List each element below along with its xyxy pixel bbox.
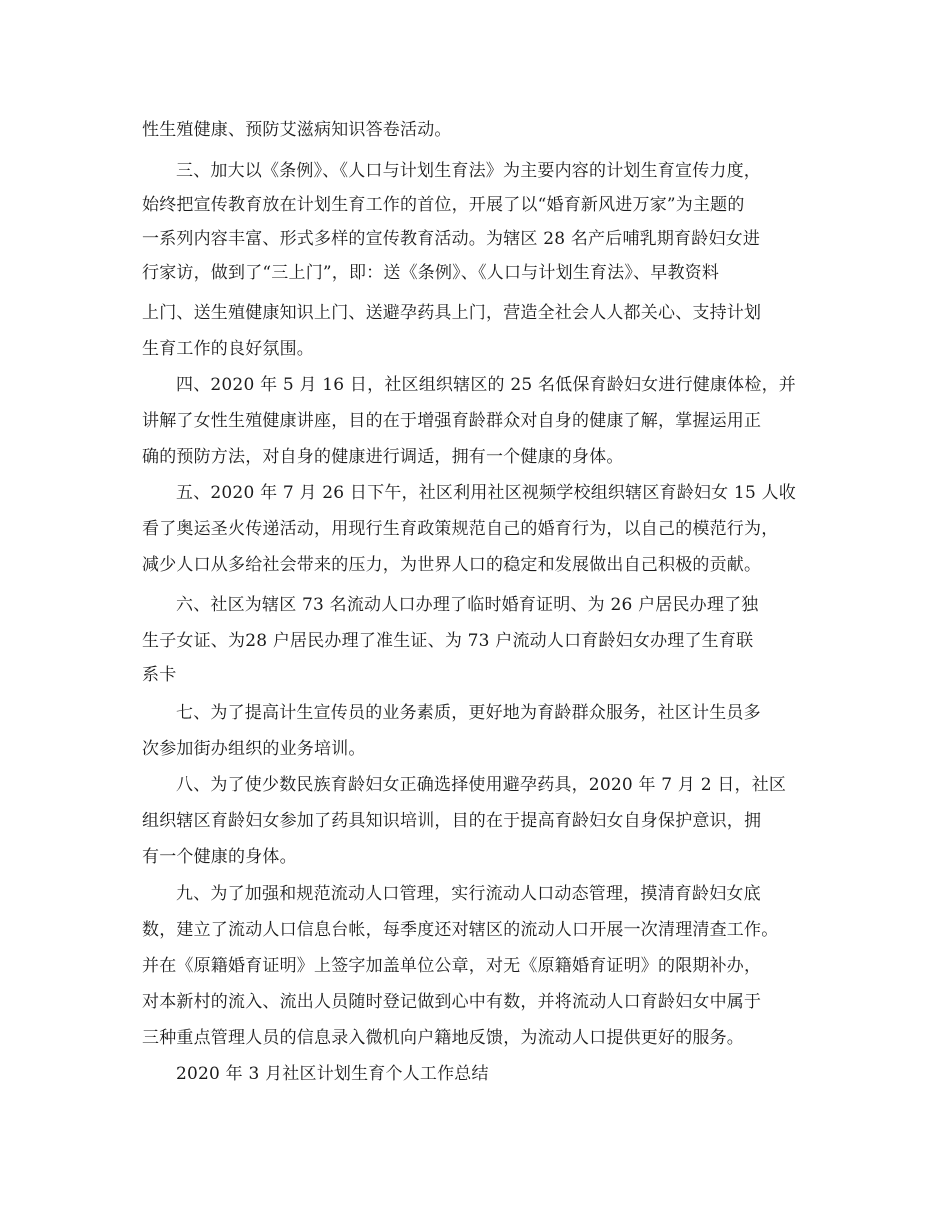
text-line: 并在《原籍婚育证明》上签字加盖单位公章，对无《原籍婚育证明》的限期补办， xyxy=(142,956,762,976)
text-line: 始终把宣传教育放在计划生育工作的首位，开展了以“婚育新风进万家”为主题的 xyxy=(142,195,745,215)
text-line: 四、2020 年 5 月 16 日，社区组织辖区的 25 名低保育龄妇女进行健康体检，并 xyxy=(176,375,796,395)
document-title-line: 2020 年 3 月社区计划生育个人工作总结 xyxy=(176,1064,489,1084)
text-line: 生育工作的良好氛围。 xyxy=(142,339,314,359)
text-line: 减少人口从多给社会带来的压力，为世界人口的稳定和发展做出自己积极的贡献。 xyxy=(142,555,762,575)
text-line: 五、2020 年 7 月 26 日下午，社区利用社区视频学校组织辖区育龄妇女 15 人收 xyxy=(176,483,796,503)
text-line: 次参加街办组织的业务培训。 xyxy=(142,739,366,759)
text-line: 讲解了女性生殖健康讲座，目的在于增强育龄群众对自身的健康了解，掌握运用正 xyxy=(142,411,762,431)
text-line: 生子女证、为28 户居民办理了准生证、为 73 户流动人口育龄妇女办理了生育联 xyxy=(142,631,754,651)
text-line: 六、社区为辖区 73 名流动人口办理了临时婚育证明、为 26 户居民办理了独 xyxy=(176,595,759,615)
text-line: 行家访，做到了“三上门”，即：送《条例》、《人口与计划生育法》、早教资料 xyxy=(142,263,720,283)
text-line: 上门、送生殖健康知识上门、送避孕药具上门，营造全社会人人都关心、支持计划 xyxy=(142,303,762,323)
text-line: 数，建立了流动人口信息台帐，每季度还对辖区的流动人口开展一次清理清查工作。 xyxy=(142,920,779,940)
text-line: 性生殖健康、预防艾滋病知识答卷活动。 xyxy=(142,120,452,140)
text-line: 八、为了使少数民族育龄妇女正确选择使用避孕药具，2020 年 7 月 2 日，社区 xyxy=(176,775,787,795)
text-line: 组织辖区育龄妇女参加了药具知识培训，目的在于提高育龄妇女自身保护意识，拥 xyxy=(142,811,762,831)
text-line: 七、为了提高计生宣传员的业务素质，更好地为育龄群众服务，社区计生员多 xyxy=(176,703,761,723)
text-line: 有一个健康的身体。 xyxy=(142,847,297,867)
text-line: 一系列内容丰富、形式多样的宣传教育活动。为辖区 28 名产后哺乳期育龄妇女进 xyxy=(142,229,761,249)
text-line: 对本新村的流入、流出人员随时登记做到心中有数，并将流动人口育龄妇女中属于 xyxy=(142,992,762,1012)
text-line: 确的预防方法，对自身的健康进行调适，拥有一个健康的身体。 xyxy=(142,447,624,467)
text-line: 看了奥运圣火传递活动，用现行生育政策规范自己的婚育行为，以自己的模范行为， xyxy=(142,519,779,539)
text-line: 系卡 xyxy=(142,665,177,685)
text-line: 三、加大以《条例》、《人口与计划生育法》为主要内容的计划生育宣传力度， xyxy=(176,161,761,181)
text-line: 九、为了加强和规范流动人口管理，实行流动人口动态管理，摸清育龄妇女底 xyxy=(176,884,761,904)
text-line: 三种重点管理人员的信息录入微机向户籍地反馈，为流动人口提供更好的服务。 xyxy=(142,1028,744,1048)
